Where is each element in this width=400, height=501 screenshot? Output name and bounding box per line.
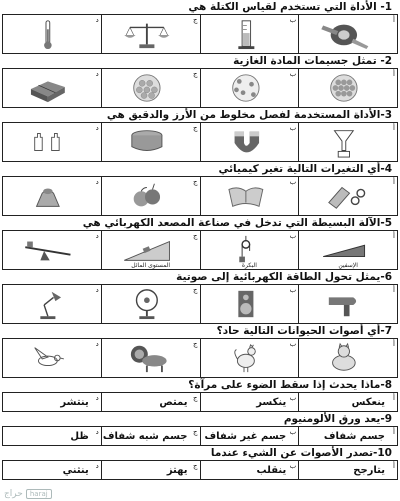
- option-a[interactable]: [298, 339, 397, 377]
- dense-particles-icon: [303, 72, 385, 104]
- question-9-options: [2, 426, 398, 446]
- option-b[interactable]: [200, 15, 299, 53]
- option-letter: أ: [393, 232, 395, 240]
- option-letter: ب: [289, 16, 297, 24]
- funnel-filter-icon: [303, 126, 385, 158]
- tape-measure-icon: [303, 18, 385, 50]
- option-letter: أ: [393, 286, 395, 294]
- option-c[interactable]: [101, 177, 200, 215]
- rooster-icon: [205, 342, 287, 374]
- option-letter: د: [95, 462, 99, 470]
- option-letter: أ: [393, 428, 395, 436]
- question-1-title: 1- الأداة التي تستخدم لقياس الكتلة هي: [188, 1, 392, 13]
- option-letter: د: [95, 286, 99, 294]
- option-c[interactable]: [101, 231, 200, 269]
- sieve-icon: [106, 126, 188, 158]
- option-letter: د: [95, 232, 99, 240]
- option-letter: ج: [192, 462, 198, 470]
- option-text: يهتز: [166, 465, 188, 476]
- option-letter: ب: [289, 394, 297, 402]
- option-text: ينقلب: [256, 465, 287, 476]
- packed-particles-icon: [106, 72, 188, 104]
- bird-icon: [7, 342, 89, 374]
- graduated-cylinder-icon: [205, 18, 287, 50]
- option-text: يتارجح: [353, 465, 385, 476]
- option-letter: ج: [192, 232, 198, 240]
- option-d[interactable]: [3, 285, 101, 323]
- option-letter: ج: [192, 70, 198, 78]
- question-4-title: 4-أي التغيرات التالية تغير كيميائي: [218, 163, 392, 175]
- option-b[interactable]: [200, 69, 299, 107]
- option-letter: ب: [289, 178, 297, 186]
- option-a[interactable]: [298, 231, 397, 269]
- spread-particles-icon: [205, 72, 287, 104]
- question-3-title: 3-الأداة المستخدمة لفصل مخلوط من الأرز والدقيق هي: [106, 109, 392, 121]
- question-5-options: [2, 230, 398, 270]
- option-letter: ب: [289, 340, 297, 348]
- balance-scale-icon: [106, 18, 188, 50]
- magnet-icon: [205, 126, 287, 158]
- option-d[interactable]: [3, 427, 101, 445]
- option-letter: ج: [192, 340, 198, 348]
- option-b[interactable]: [200, 231, 299, 269]
- option-text: جسم غير شفاف: [204, 431, 287, 442]
- option-c[interactable]: [101, 285, 200, 323]
- folded-cloth-icon: [205, 180, 287, 212]
- fan-icon: [106, 288, 188, 320]
- option-d[interactable]: [3, 339, 101, 377]
- question-6-options: [2, 284, 398, 324]
- option-letter: ب: [289, 286, 297, 294]
- inclined-plane-caption: المستوى المائل: [131, 262, 171, 269]
- question-8-title: 8-ماذا يحدث إذا سقط الضوء على مرآة؟: [188, 379, 392, 391]
- option-b[interactable]: [200, 461, 299, 479]
- option-letter: ج: [192, 394, 198, 402]
- worksheet: [2, 0, 398, 501]
- question-6-title: 6-يمثل تحول الطاقة الكهربائية إلى صوتية: [176, 271, 392, 283]
- option-a[interactable]: [298, 393, 397, 411]
- option-letter: أ: [393, 462, 395, 470]
- fruits-icon: [106, 180, 188, 212]
- option-letter: أ: [393, 394, 395, 402]
- option-a[interactable]: [298, 177, 397, 215]
- question-1-options: [2, 14, 398, 54]
- option-letter: ج: [192, 178, 198, 186]
- option-letter: ب: [289, 232, 297, 240]
- option-b[interactable]: [200, 393, 299, 411]
- option-d[interactable]: [3, 231, 101, 269]
- option-letter: ب: [289, 462, 297, 470]
- bricks-icon: [7, 72, 89, 104]
- question-9-title: 9-يعد ورق الألومنيوم: [283, 413, 392, 425]
- option-a[interactable]: [298, 123, 397, 161]
- thermometer-icon: [7, 18, 89, 50]
- option-text: يمتص: [159, 397, 188, 408]
- question-7-options: [2, 338, 398, 378]
- option-letter: ب: [289, 70, 297, 78]
- speaker-icon: [205, 288, 287, 320]
- option-d[interactable]: [3, 177, 101, 215]
- question-10-title: 10-تصدر الأصوات عن الشيء عندما: [210, 447, 392, 459]
- option-letter: د: [95, 394, 99, 402]
- watermark-logo: haraj: [26, 489, 52, 499]
- option-text: جسم شفاف: [323, 431, 385, 442]
- option-text: ينعكس: [351, 397, 385, 408]
- option-c[interactable]: [101, 15, 200, 53]
- lever-icon: [7, 234, 89, 266]
- option-text: ظل: [70, 431, 89, 442]
- lion-icon: [106, 342, 188, 374]
- question-2-title: 2- تمثل جسيمات المادة الغازية: [233, 55, 392, 67]
- question-3-options: [2, 122, 398, 162]
- cut-paper-icon: [303, 180, 385, 212]
- question-7-title: 7-أي أصوات الحيوانات التالية حاد؟: [216, 325, 392, 337]
- cat-icon: [303, 342, 385, 374]
- option-letter: د: [95, 340, 99, 348]
- question-8-options: [2, 392, 398, 412]
- option-a[interactable]: [298, 461, 397, 479]
- question-2-options: [2, 68, 398, 108]
- option-letter: أ: [393, 16, 395, 24]
- option-b[interactable]: [200, 177, 299, 215]
- option-letter: د: [95, 124, 99, 132]
- question-4-options: [2, 176, 398, 216]
- option-b[interactable]: [200, 285, 299, 323]
- option-letter: ج: [192, 428, 198, 436]
- option-d[interactable]: [3, 461, 101, 479]
- option-text: ينثني: [62, 465, 89, 476]
- option-d[interactable]: [3, 15, 101, 53]
- option-a[interactable]: [298, 285, 397, 323]
- clay-shape-icon: [7, 180, 89, 212]
- option-b[interactable]: [200, 123, 299, 161]
- option-letter: أ: [393, 178, 395, 186]
- option-text: ينتشر: [60, 397, 89, 408]
- wedge-caption: الإسفين: [338, 262, 358, 269]
- question-5-title: 5-الآلة البسيطة التي تدخل في صناعة المصعد الكهربائي هي: [82, 217, 392, 229]
- option-letter: ج: [192, 16, 198, 24]
- option-letter: د: [95, 70, 99, 78]
- watermark: [4, 489, 52, 499]
- option-d[interactable]: [3, 393, 101, 411]
- option-d[interactable]: [3, 123, 101, 161]
- option-c[interactable]: [101, 123, 200, 161]
- option-c[interactable]: [101, 461, 200, 479]
- option-letter: د: [95, 16, 99, 24]
- watermark-text: حراج: [4, 489, 23, 499]
- option-letter: د: [95, 178, 99, 186]
- option-b[interactable]: [200, 339, 299, 377]
- hair-dryer-icon: [303, 288, 385, 320]
- pulley-caption: البكرة: [241, 262, 257, 269]
- option-text: جسم شبه شفاف: [102, 431, 188, 442]
- option-letter: ج: [192, 286, 198, 294]
- option-letter: ب: [289, 428, 297, 436]
- option-d[interactable]: [3, 69, 101, 107]
- option-b[interactable]: [200, 427, 299, 445]
- option-c[interactable]: [101, 339, 200, 377]
- option-c[interactable]: [101, 427, 200, 445]
- option-c[interactable]: [101, 393, 200, 411]
- question-10-options: [2, 460, 398, 480]
- option-a[interactable]: [298, 427, 397, 445]
- option-letter: أ: [393, 70, 395, 78]
- option-text: ينكسر: [256, 397, 287, 408]
- option-letter: أ: [393, 124, 395, 132]
- option-c[interactable]: [101, 69, 200, 107]
- option-letter: أ: [393, 340, 395, 348]
- desk-lamp-icon: [7, 288, 89, 320]
- hands-icon: [7, 126, 89, 158]
- option-letter: ب: [289, 124, 297, 132]
- option-a[interactable]: [298, 15, 397, 53]
- option-letter: ج: [192, 124, 198, 132]
- option-letter: د: [95, 428, 99, 436]
- option-a[interactable]: [298, 69, 397, 107]
